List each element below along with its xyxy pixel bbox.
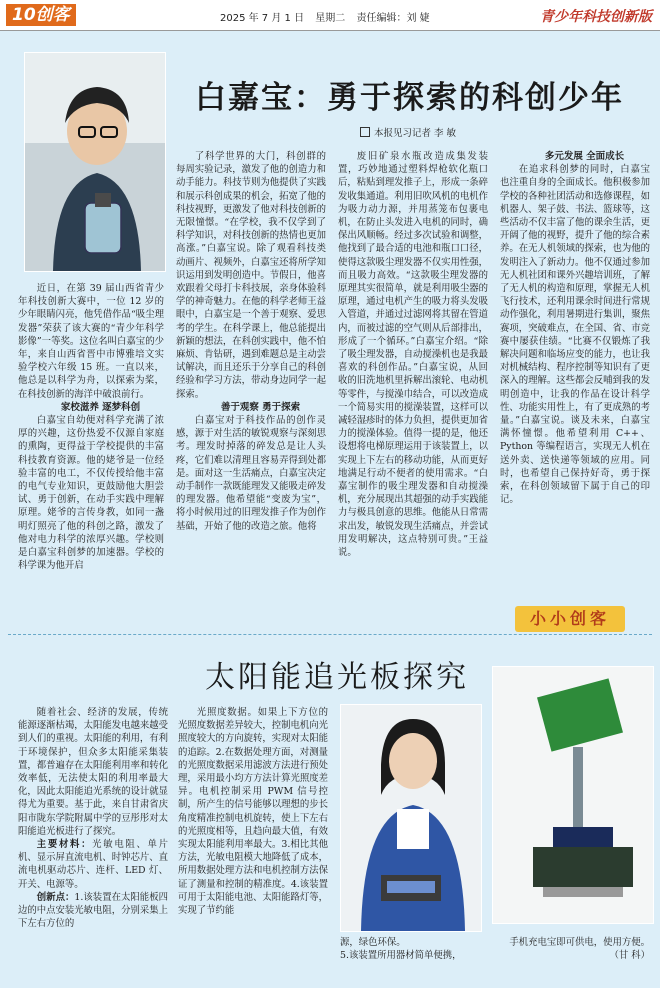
girl-photo: [340, 704, 482, 932]
paragraph: 随着社会、经济的发展，传统能源逐渐枯竭，太阳能发电越来越受到人们的重视。太阳能的利用，有利于环境保护，但众多太阳能采集装置，都普遍存在太阳能利用率和转化效率低，无法使太阳的利用率最大化，因此太阳能追光系统的设计就显得尤为重要。基于此，来自甘肃省庆阳市陇东学院附属中学的豆彤彤对太阳能追光板进行了探究。: [18, 707, 168, 837]
masthead: 青少年科技创新版: [540, 9, 652, 25]
device-photo: [492, 666, 654, 924]
paragraph: 创新点：1.该装置在太阳能板四边的中点安装光敏电阻，分别采集上下左右方位的: [18, 891, 168, 930]
article1-column-3: [338, 150, 488, 626]
author-credit: （甘 科）: [609, 950, 650, 961]
paragraph: 白嘉宝自幼便对科学充满了浓厚的兴趣，这份热爱不仅源自家庭的熏陶，更得益于学校提供的丰富科技教育资源。他的姥爷是一位经验丰富的电工，不仅传授给他丰富的电气专业知识，更鼓励他大胆尝试、勇于创新，在动手实践中理解原理。姥爷的言传身教，如同一盏明灯照亮了他的科创之路，激发了他对电力科学的浓厚兴趣。学校则是白嘉宝科创梦的加速器。学校的科学课为他开启: [18, 415, 164, 572]
page-number-badge: 10创客: [6, 4, 76, 26]
article2-caption-mid: 源，绿色环保。 5.该装置所用器材简单便携，: [340, 937, 462, 961]
girl-photo-image: [341, 705, 481, 931]
student-photo-image: [25, 53, 165, 271]
dateline: [220, 9, 438, 24]
article-title: 白嘉宝：勇于探索的科创少年: [195, 80, 624, 116]
article-divider: [8, 634, 652, 635]
materials-lead: 主要材料：: [36, 839, 93, 851]
paragraph: 废旧矿泉水瓶改造成集发装置，巧妙地通过塑料焊枪软化瓶口后，粘贴到理发推子上，形成一条碎发收集通道。利用旧吹风机的电机作为吸力动力源，并用蒸笼布包裹电机，在防止头发进入电机的同时，确保出风顺畅。经过多次试验和调整，他找到了最合适的电池和瓶口口径，使得这款吸尘理发器不仅实用性强，而且吸力高效。“这款吸尘理发器的原理其实很简单，就是利用吸尘器的原理，通过电机产生的吸力将头发吸入管道，并通过过滤网将其留在管道内，而被过滤的空气则从后部排出，形成了一个循环。”白嘉宝介绍。“除了吸尘理发器，自动搅澡机也是我最喜欢的科创作品。”白嘉宝说，从回收的旧洗地机里拆解出滚轮、电动机等零件，与搅澡巾结合，可以改造成一个简易实用的搅澡装置，这样可以减轻湿疹时的体力负担，提供更加省力的搅澡体验。值得一提的是，他还设想将电梯原理运用于该装置上，以实现上下左右的移动功能，从而更好地满足行动不便者的使用需求。“白嘉宝制作的吸尘理发器和自动搅澡机，充分展现出其超强的动手实践能力与极具创意的思维。他能从日常需求出发，敏锐发现生活痛点，并尝试用发明解决，这点特别可贵。”王益说。: [338, 151, 488, 559]
page-header: [0, 0, 660, 31]
paragraph: 光照度数据。如果上下方位的光照度数据差异较大，控制电机向光照度较大的方向旋转，实现对太阳能的追踪。2.在数据处理方面，对测量的光照度数据采用滤波方法进行预处理，采用最小均方方法计算光照度差异。电机控制采用 PWM 信号控制，所产生的信号能够以理想的步长角度精准控制电机旋转，使上下左右的光照度相等，且趋向最大值，有效实现太阳能利用率最大。3.相比其他方法，光敏电阻模大地降低了成本，所用数据处理方法和电机控制方法保证了测量和控制的精准度。4.该装置可用于太阳能电池、太阳能路灯等，实现了节约能: [178, 707, 328, 917]
method-lead: 创新点：: [36, 891, 75, 903]
subheading: 善于观察 勇于探索: [220, 401, 301, 413]
issue-date: 2025 年 7 月 1 日: [220, 13, 305, 24]
subheading: 多元发展 全面成长: [544, 151, 625, 162]
article1-column-2: [176, 150, 326, 626]
byline: 本报见习记者 李 敏: [360, 125, 456, 139]
paragraph: 近日，在第 39 届山西省青少年科技创新大赛中，一位 12 岁的少年眼睛闪亮，他凭借作品“吸尘理发器”荣获了该大赛的“青少年科学影像”一等奖。这位名叫白嘉宝的少年，来自山西省晋中市博雅培文实验学校六年级 15 班。一直以来，他总是以科学为舟，以探索为桨，在科技创新的海洋中破浪前行。: [18, 283, 164, 400]
article2-column-1: [18, 706, 168, 980]
article2-title: 太阳能追光板探究: [205, 660, 469, 695]
article2-column-2: [178, 706, 328, 980]
paragraph: 了科学世界的大门，科创群的每周实验记录，激发了他的创造力和动手能力。科技节则为他提供了实践和展示科创成果的机会，拓宽了他的科技视野，更激发了他对科技创新的无限憧憬。“在学校，我不仅学到了科学知识，对科技创新的热情也更加高涨。”白嘉宝说。除了观看科技类动画片、视频外，白嘉宝还将所学知识运用到发明创造中。节假日，他喜欢跟着父母打卡科技展，亲身体验科学的神奇魅力。在他的科学老师王益眼中，白嘉宝是一个善于观察、爱思考的学生。在科学课上，他总能提出新颖的想法，在科创实践中，他不怕麻烦、肯钻研，遇到难题总是主动尝试解决，而且还乐于分享自己的科创经验和学习方法，带动身边同学一起探索。: [176, 151, 326, 400]
byline-box-icon: [360, 127, 370, 137]
paragraph: 在追求科创梦的同时，白嘉宝也注重自身的全面成长。他积极参加学校的各种社团活动和选修课程，如机器人、架子鼓、书法、篮球等，这些活动不仅丰富了他的课余生活，更开阔了他的视野，提升了他的综合素养。在无人机领域的探索，也为他的发明注入了新动力。他不仅通过参加无人机社团和课外兴趣培训班，了解了无人机的构造和原理，掌握无人机飞行技术，还利用课余时间进行常规动作强化，利用暑期进行集训，聚焦赛项，突破难点，在全国、省、市竞赛中屡获佳绩。“比赛不仅锻炼了我解决问题和临场应变的能力，也让我对机械结构、程序控制等知识有了更深入的理解。这些都会反哺到我的发明创造中，让我的作品在设计科学性、功能实用性上，有了更成熟的考量。”白嘉宝说。谈及未来，白嘉宝满怀憧憬。他希望利用 C++、Python 等编程语言，实现无人机在送外卖、送快递等领域的应用。同时，也希望自己保持好奇，勇于探索，在科创领域留下属于自己的印记。: [500, 164, 650, 506]
paragraph: 主要材料：光敏电阻、单片机、显示屏直流电机、时钟芯片、直流电机驱动芯片、连杆、LED 灯、开关、电源等。: [18, 839, 168, 890]
article2-caption-right: 手机充电宝即可供电，使用方便。 （甘 科）: [500, 936, 650, 962]
issue-weekday: 星期二: [315, 13, 346, 24]
paragraph: 白嘉宝对于科技作品的创作灵感，源于对生活的敏锐观察与深刻思考。理发时掉落的碎发总是让人头疼，它们难以清理且容易弄得到处都是。面对这一生活痛点，白嘉宝决定动手制作一款既能理发又能吸走碎发的理发器。他希望能“变废为宝”，将小时候用过的旧理发推子作为创作基础，开始了他的改造之旅。他将: [176, 415, 326, 532]
editor-credit: 责任编辑：刘 婕: [356, 13, 430, 24]
article1-column-4: [500, 150, 650, 600]
device-photo-image: [493, 667, 653, 923]
article1-column-1: [18, 282, 164, 626]
section-stamp: 小小创客: [515, 606, 625, 632]
student-photo: [24, 52, 166, 272]
subheading: 家校滋养 逐梦科创: [60, 401, 141, 413]
